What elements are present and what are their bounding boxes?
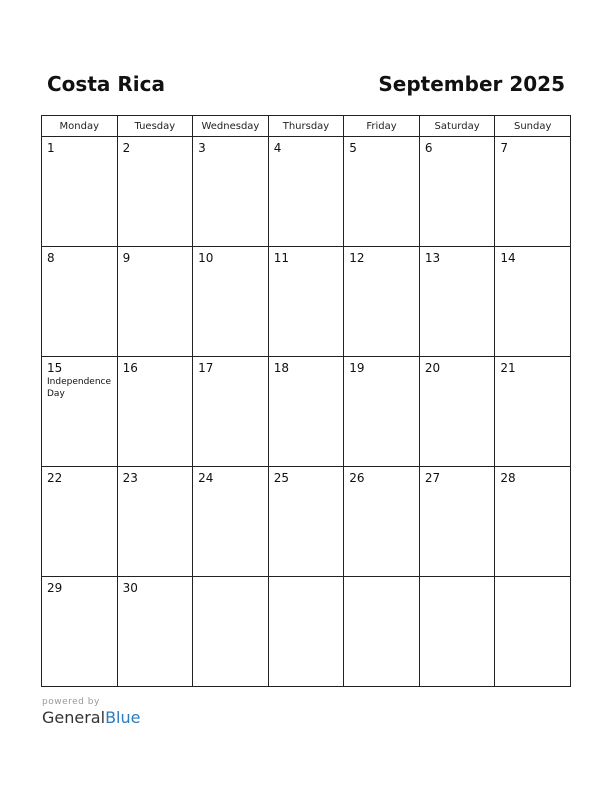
week-row <box>42 247 571 357</box>
day-cell <box>193 357 269 467</box>
day-cell <box>193 247 269 357</box>
weekday-header-row <box>42 116 571 137</box>
day-cell <box>344 467 420 577</box>
day-number: 5 <box>349 141 357 155</box>
day-number <box>269 577 344 581</box>
day-cell <box>117 137 193 247</box>
day-number: 18 <box>273 361 289 375</box>
day-cell <box>495 247 571 357</box>
day-number: 28 <box>500 471 516 485</box>
day-number: 1 <box>47 141 55 155</box>
day-cell <box>193 467 269 577</box>
month-year-title: September 2025 <box>378 72 565 96</box>
brand-general: General <box>42 708 106 727</box>
day-number: 9 <box>122 251 131 265</box>
day-number: 10 <box>198 251 214 265</box>
day-number: 22 <box>47 471 63 485</box>
day-cell <box>42 467 118 577</box>
day-number: 20 <box>424 361 441 375</box>
week-row <box>42 137 571 247</box>
day-number: 24 <box>198 471 214 485</box>
brand-blue: Blue <box>105 708 141 727</box>
day-number: 6 <box>424 141 433 155</box>
calendar-grid <box>41 115 571 687</box>
day-cell <box>268 357 344 467</box>
day-cell <box>117 467 193 577</box>
day-cell <box>42 247 118 357</box>
holiday-label: Independence Day <box>47 377 112 399</box>
day-cell <box>419 137 495 247</box>
day-number: 23 <box>122 471 138 485</box>
day-cell <box>268 467 344 577</box>
day-number: 4 <box>273 141 282 155</box>
day-cell <box>42 577 118 687</box>
day-cell <box>344 137 420 247</box>
day-cell-empty <box>268 577 344 687</box>
day-cell <box>419 247 495 357</box>
day-number: 25 <box>273 471 289 485</box>
weekday-tuesday: Tuesday <box>117 116 193 137</box>
day-cell-empty <box>344 577 420 687</box>
day-number: 8 <box>47 251 55 265</box>
day-cell <box>419 467 495 577</box>
day-cell-empty <box>193 577 269 687</box>
day-number: 11 <box>273 251 289 265</box>
week-row <box>42 467 571 577</box>
weekday-friday: Friday <box>344 116 420 137</box>
day-number: 3 <box>198 141 206 155</box>
day-number: 15 <box>47 361 63 375</box>
day-number <box>193 577 268 581</box>
day-cell <box>117 247 193 357</box>
day-cell <box>42 357 118 467</box>
day-cell <box>117 577 193 687</box>
day-cell <box>42 137 118 247</box>
day-number: 12 <box>349 251 365 265</box>
day-number: 30 <box>122 581 138 595</box>
day-number: 2 <box>122 141 131 155</box>
weekday-sunday: Sunday <box>495 116 571 137</box>
day-number: 14 <box>500 251 516 265</box>
day-number <box>344 577 419 581</box>
day-number <box>495 577 570 581</box>
day-cell <box>419 357 495 467</box>
day-cell <box>344 357 420 467</box>
weekday-saturday: Saturday <box>419 116 495 137</box>
weekday-monday: Monday <box>42 116 118 137</box>
day-number: 26 <box>349 471 365 485</box>
day-number: 29 <box>47 581 63 595</box>
day-number: 7 <box>500 141 509 155</box>
week-row <box>42 577 571 687</box>
day-cell <box>268 247 344 357</box>
day-cell-empty <box>419 577 495 687</box>
day-cell <box>344 247 420 357</box>
day-number: 17 <box>198 361 214 375</box>
generalblue-logo[interactable] <box>42 708 140 728</box>
day-cell <box>193 137 269 247</box>
weekday-thursday: Thursday <box>268 116 344 137</box>
day-number: 21 <box>500 361 516 375</box>
day-cell <box>495 137 571 247</box>
day-cell <box>495 357 571 467</box>
country-title: Costa Rica <box>47 72 165 96</box>
day-number: 13 <box>424 251 441 265</box>
day-cell <box>117 357 193 467</box>
day-cell-empty <box>495 577 571 687</box>
day-number: 19 <box>349 361 365 375</box>
day-cell <box>495 467 571 577</box>
footer-branding <box>42 697 140 728</box>
powered-by-text: powered by <box>42 697 100 707</box>
day-number <box>420 577 495 581</box>
day-number: 27 <box>424 471 441 485</box>
week-row <box>42 357 571 467</box>
day-cell <box>268 137 344 247</box>
weekday-wednesday: Wednesday <box>193 116 269 137</box>
day-number: 16 <box>122 361 138 375</box>
